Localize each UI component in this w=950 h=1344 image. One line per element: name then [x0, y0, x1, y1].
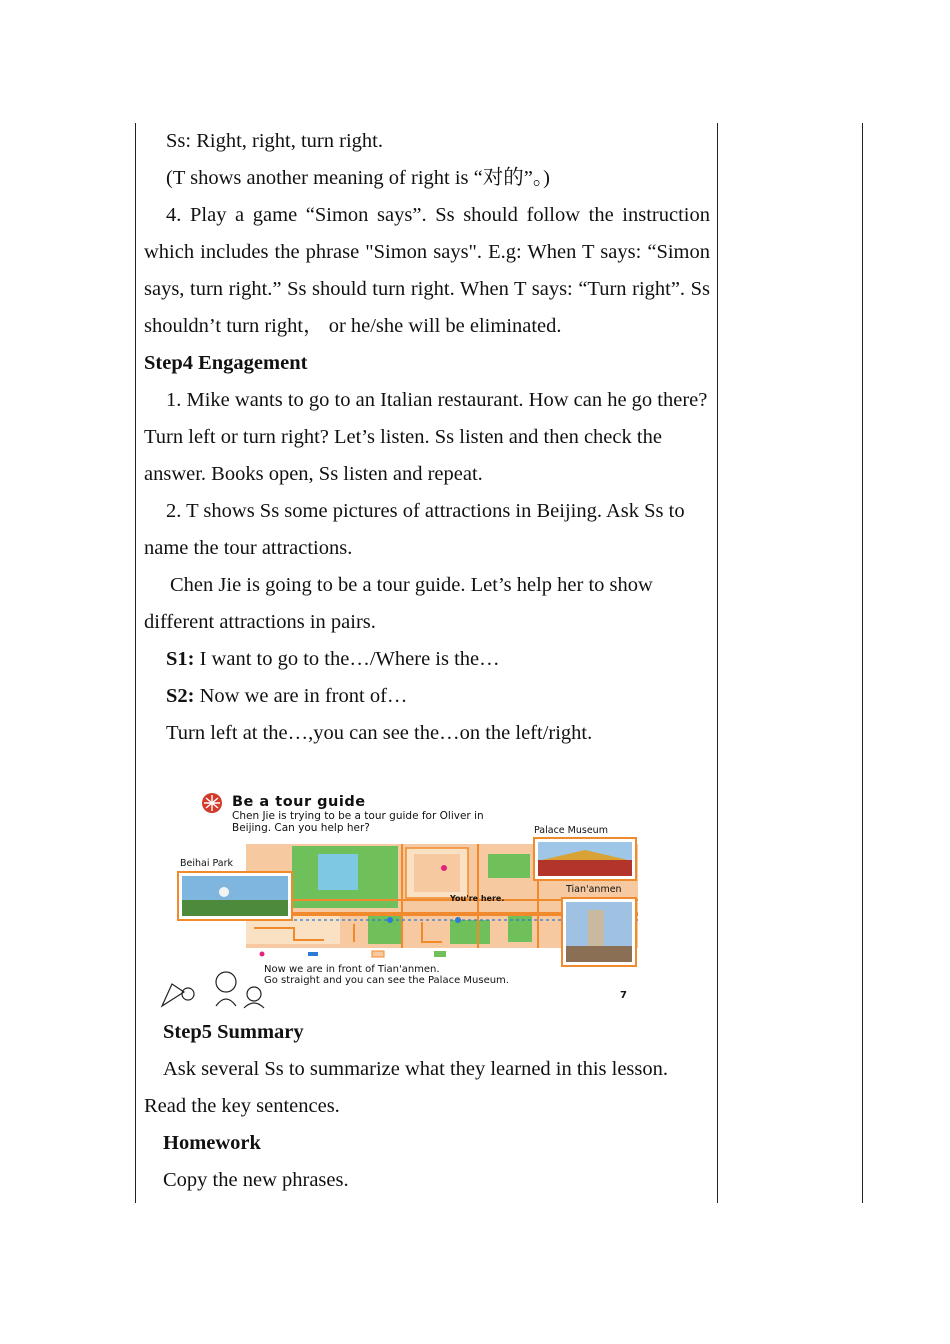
- step4-chen-jie: Chen Jie is going to be a tour guide. Let’s help her to show different attractions in pairs.: [144, 574, 653, 633]
- figure-subtitle-line-1: Chen Jie is trying to be a tour guide for Oliver in: [232, 810, 484, 822]
- step5-text: Ask several Ss to summarize what they learned in this lesson. Read the key sentences.: [144, 1058, 668, 1117]
- figure-title: Be a tour guide: [232, 794, 366, 810]
- turn-left-line: Turn left at the…,you can see the…on the left/right.: [166, 722, 593, 744]
- lesson-content-cell: [144, 123, 710, 752]
- s2-text: Now we are in front of…: [194, 685, 408, 707]
- ss-right-line: Ss: Right, right, turn right.: [166, 130, 383, 152]
- beihai-park-photo: [178, 872, 292, 920]
- simon-says-game: 4. Play a game “Simon says”. Ss should follow the instruction which includes the phrase "Simon says". E.g: When T says: “Simon says, turn right.” Ss should turn right. When T says: “Turn right”. Ss shouldn’t turn right， or he/she will be eliminated.: [144, 204, 710, 337]
- logo-icon: [202, 793, 222, 813]
- step4-heading: Step4 Engagement: [144, 352, 308, 374]
- step4-item-2: 2. T shows Ss some pictures of attractions in Beijing. Ask Ss to name the tour attractions.: [144, 500, 685, 559]
- t-shows-meaning-line: (T shows another meaning of right is “对的”。): [166, 167, 550, 189]
- palace-museum-photo: [534, 838, 636, 880]
- step4-item-1: 1. Mike wants to go to an Italian restaurant. How can he go there? Turn left or turn right? Let’s listen. Ss listen and then check the answer. Books open, Ss listen and repeat.: [144, 389, 708, 485]
- figure-subtitle-line-2: Beijing. Can you help her?: [232, 822, 370, 834]
- label-tiananmen: Tian'anmen: [566, 884, 622, 895]
- label-palace-museum: Palace Museum: [534, 825, 608, 836]
- summary-section: [144, 1014, 710, 1199]
- figure-caption-line-2: Go straight and you can see the Palace Museum.: [264, 975, 509, 986]
- s1-label: S1:: [166, 648, 195, 670]
- figure-caption: [264, 964, 509, 986]
- s1-text: I want to go to the…/Where is the…: [194, 648, 500, 670]
- figure-page-number: 7: [620, 990, 627, 1001]
- tour-guide-figure: [158, 788, 646, 1010]
- homework-text: Copy the new phrases.: [163, 1169, 349, 1191]
- label-youre-here: You're here.: [450, 894, 505, 903]
- s2-label: S2:: [166, 685, 195, 707]
- homework-heading: Homework: [163, 1132, 261, 1154]
- s1-line: [144, 641, 710, 678]
- s2-line: [144, 678, 710, 715]
- table-border-left: [135, 123, 136, 1203]
- table-border-right: [862, 123, 863, 1203]
- table-border-middle: [717, 123, 718, 1203]
- tiananmen-photo: [562, 898, 636, 966]
- children-illustration: [162, 972, 264, 1008]
- figure-caption-line-1: Now we are in front of Tian'anmen.: [264, 964, 440, 975]
- label-beihai-park: Beihai Park: [180, 858, 234, 869]
- figure-subtitle: [232, 810, 484, 834]
- map-legend: [260, 951, 447, 957]
- step5-heading: Step5 Summary: [163, 1021, 304, 1043]
